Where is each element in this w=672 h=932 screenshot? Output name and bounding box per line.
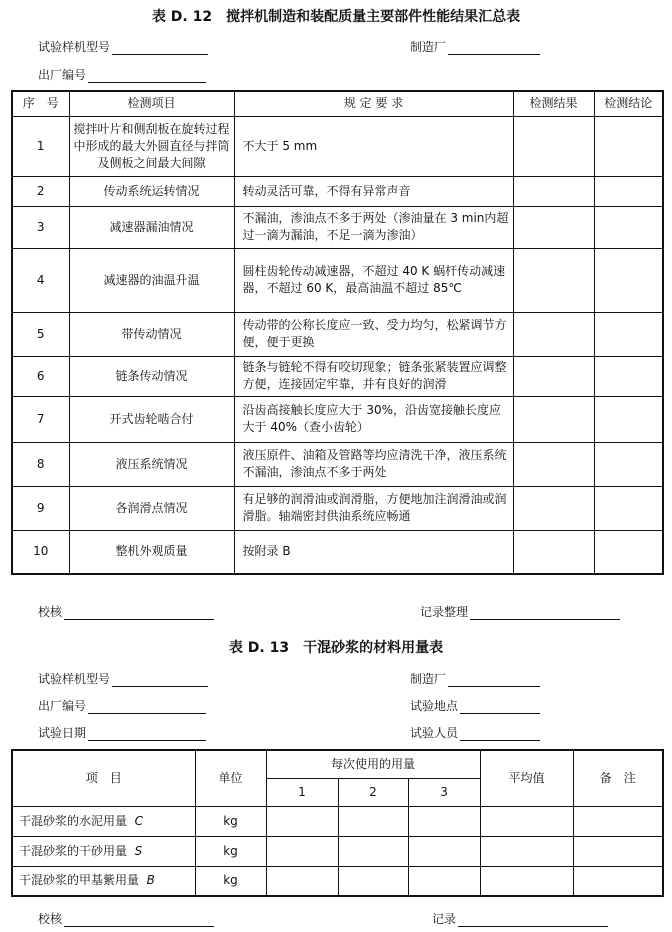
staff-input-line[interactable] <box>460 728 540 741</box>
row-trial-1-cell[interactable] <box>266 836 338 866</box>
maker-input-line[interactable] <box>448 674 540 687</box>
row-item: 液压系统情况 <box>69 442 234 486</box>
table2-maker-field <box>410 670 540 687</box>
site-label: 试验地点 <box>410 699 459 713</box>
row-result-cell[interactable] <box>513 248 594 312</box>
row-unit: kg <box>195 836 266 866</box>
table2-date-field <box>38 724 206 741</box>
table1-model-field <box>38 38 208 55</box>
row-requirement: 不漏油，渗油点不多于两处（渗油量在 3 min内超过一滴为漏油，不足一滴为渗油） <box>234 206 513 248</box>
staff-label: 试验人员 <box>410 726 459 740</box>
row-average-cell[interactable] <box>480 836 573 866</box>
row-no: 1 <box>12 116 69 176</box>
row-requirement: 不大于 5 mm <box>234 116 513 176</box>
table-row <box>12 866 663 896</box>
row-item <box>12 836 195 866</box>
header-trial-3: 3 <box>408 778 480 806</box>
header-trial-2: 2 <box>338 778 408 806</box>
table2-model-field <box>38 670 208 687</box>
row-trial-3-cell[interactable] <box>408 836 480 866</box>
row-trial-2-cell[interactable] <box>338 806 408 836</box>
row-no: 2 <box>12 176 69 206</box>
check-label: 校核 <box>38 912 63 926</box>
row-no: 8 <box>12 442 69 486</box>
row-item-text: 干混砂浆的甲基紫用量 <box>19 873 140 888</box>
row-trial-1-cell[interactable] <box>266 866 338 896</box>
row-result-cell[interactable] <box>513 176 594 206</box>
record-input-line[interactable] <box>470 607 620 620</box>
serial-label: 出厂编号 <box>38 68 87 82</box>
table2-staff-field <box>410 724 540 741</box>
row-trial-3-cell[interactable] <box>408 866 480 896</box>
row-item-text: 干混砂浆的水泥用量 <box>19 813 128 828</box>
table1-header-row <box>12 91 663 116</box>
row-note-cell[interactable] <box>573 806 663 836</box>
header-no: 序 号 <box>12 91 69 116</box>
row-conclusion-cell[interactable] <box>594 206 663 248</box>
record-label: 记录整理 <box>420 605 469 619</box>
record-input-line[interactable] <box>458 914 608 927</box>
table1-serial-field <box>38 66 206 83</box>
row-requirement: 链条与链轮不得有咬切现象；链条张紧装置应调整方便，连接固定牢靠，并有良好的润滑 <box>234 356 513 396</box>
row-item: 带传动情况 <box>69 312 234 356</box>
row-conclusion-cell[interactable] <box>594 116 663 176</box>
table-row <box>12 206 663 248</box>
row-no: 10 <box>12 530 69 574</box>
table2-record-field <box>432 910 608 927</box>
row-trial-2-cell[interactable] <box>338 836 408 866</box>
row-trial-1-cell[interactable] <box>266 806 338 836</box>
row-conclusion-cell[interactable] <box>594 176 663 206</box>
header-average: 平均值 <box>480 750 573 806</box>
table-row <box>12 442 663 486</box>
table-row <box>12 530 663 574</box>
header-note: 备 注 <box>573 750 663 806</box>
table2-title: 表 D. 13 干混砂浆的材料用量表 <box>228 640 444 656</box>
model-label: 试验样机型号 <box>38 40 111 54</box>
row-requirement: 沿齿高接触长度应大于 30%，沿齿宽接触长度应大于 40%（查小齿轮） <box>234 396 513 442</box>
row-note-cell[interactable] <box>573 866 663 896</box>
row-item: 减速器的油温升温 <box>69 248 234 312</box>
table2-check-field <box>38 910 214 927</box>
table2-site-field <box>410 697 540 714</box>
row-item: 减速器漏油情况 <box>69 206 234 248</box>
model-input-line[interactable] <box>112 674 208 687</box>
check-input-line[interactable] <box>64 914 214 927</box>
row-no: 5 <box>12 312 69 356</box>
row-unit: kg <box>195 866 266 896</box>
row-result-cell[interactable] <box>513 442 594 486</box>
maker-input-line[interactable] <box>448 42 540 55</box>
table-row <box>12 356 663 396</box>
table1-record-field <box>420 603 620 620</box>
table-row <box>12 176 663 206</box>
row-average-cell[interactable] <box>480 866 573 896</box>
table-row <box>12 396 663 442</box>
row-item: 链条传动情况 <box>69 356 234 396</box>
row-conclusion-cell[interactable] <box>594 312 663 356</box>
material-usage-table <box>11 749 664 897</box>
model-label: 试验样机型号 <box>38 672 111 686</box>
row-symbol: S <box>134 843 143 858</box>
row-result-cell[interactable] <box>513 396 594 442</box>
row-result-cell[interactable] <box>513 312 594 356</box>
row-average-cell[interactable] <box>480 806 573 836</box>
date-label: 试验日期 <box>38 726 87 740</box>
row-symbol: B <box>146 873 155 888</box>
row-requirement: 液压原件、油箱及管路等均应清洗干净，液压系统不漏油，渗油点不多于两处 <box>234 442 513 486</box>
header-conclusion: 检测结论 <box>594 91 663 116</box>
table-row <box>12 836 663 866</box>
row-requirement: 圆柱齿轮传动减速器，不超过 40 K 蜗杆传动减速器，不超过 60 K，最高油温不超过 85℃ <box>234 248 513 312</box>
row-conclusion-cell[interactable] <box>594 396 663 442</box>
header-usage: 每次使用的用量 <box>266 750 480 778</box>
table-row <box>12 806 663 836</box>
serial-label: 出厂编号 <box>38 699 87 713</box>
date-input-line[interactable] <box>88 728 206 741</box>
table-row <box>12 486 663 530</box>
site-input-line[interactable] <box>460 701 540 714</box>
table-row <box>12 116 663 176</box>
row-result-cell[interactable] <box>513 530 594 574</box>
row-trial-3-cell[interactable] <box>408 806 480 836</box>
row-trial-2-cell[interactable] <box>338 866 408 896</box>
maker-label: 制造厂 <box>410 672 447 686</box>
row-no: 6 <box>12 356 69 396</box>
row-result-cell[interactable] <box>513 206 594 248</box>
table1-check-field <box>38 603 214 620</box>
row-item: 传动系统运转情况 <box>69 176 234 206</box>
performance-summary-table <box>11 90 664 575</box>
row-requirement: 有足够的润滑油或润滑脂，方便地加注润滑油或润滑脂。轴端密封供油系统应畅通 <box>234 486 513 530</box>
row-unit: kg <box>195 806 266 836</box>
table-row <box>12 248 663 312</box>
row-symbol: C <box>134 813 144 828</box>
row-conclusion-cell[interactable] <box>594 356 663 396</box>
header-item: 检测项目 <box>69 91 234 116</box>
table1-title: 表 D. 12 搅拌机制造和装配质量主要部件性能结果汇总表 <box>151 9 521 25</box>
row-requirement: 按附录 B <box>234 530 513 574</box>
row-item-text: 干混砂浆的干砂用量 <box>19 843 128 858</box>
row-requirement: 传动带的公称长度应一致、受力均匀，松紧调节方便，便于更换 <box>234 312 513 356</box>
header-requirement: 规 定 要 求 <box>234 91 513 116</box>
table2-serial-field <box>38 697 206 714</box>
record-label: 记录 <box>432 912 457 926</box>
check-input-line[interactable] <box>64 607 214 620</box>
row-note-cell[interactable] <box>573 836 663 866</box>
check-label: 校核 <box>38 605 63 619</box>
row-result-cell[interactable] <box>513 486 594 530</box>
row-item: 开式齿轮啮合付 <box>69 396 234 442</box>
row-item: 搅拌叶片和侧刮板在旋转过程中形成的最大外圆直径与拌筒及侧板之间最大间隙 <box>69 116 234 176</box>
row-result-cell[interactable] <box>513 116 594 176</box>
row-no: 4 <box>12 248 69 312</box>
maker-label: 制造厂 <box>410 40 447 54</box>
header-trial-1: 1 <box>266 778 338 806</box>
row-conclusion-cell[interactable] <box>594 442 663 486</box>
row-item: 各润滑点情况 <box>69 486 234 530</box>
table1-maker-field <box>410 38 540 55</box>
serial-input-line[interactable] <box>88 70 206 83</box>
table-row <box>12 312 663 356</box>
row-no: 7 <box>12 396 69 442</box>
row-no: 9 <box>12 486 69 530</box>
row-conclusion-cell[interactable] <box>594 248 663 312</box>
row-result-cell[interactable] <box>513 356 594 396</box>
row-item <box>12 866 195 896</box>
row-conclusion-cell[interactable] <box>594 530 663 574</box>
row-item <box>12 806 195 836</box>
header-unit: 单位 <box>195 750 266 806</box>
model-input-line[interactable] <box>112 42 208 55</box>
serial-input-line[interactable] <box>88 701 206 714</box>
header-result: 检测结果 <box>513 91 594 116</box>
header-item: 项 目 <box>12 750 195 806</box>
table2-header-row-1 <box>12 750 663 778</box>
row-conclusion-cell[interactable] <box>594 486 663 530</box>
row-requirement: 转动灵活可靠，不得有异常声音 <box>234 176 513 206</box>
row-item: 整机外观质量 <box>69 530 234 574</box>
row-no: 3 <box>12 206 69 248</box>
